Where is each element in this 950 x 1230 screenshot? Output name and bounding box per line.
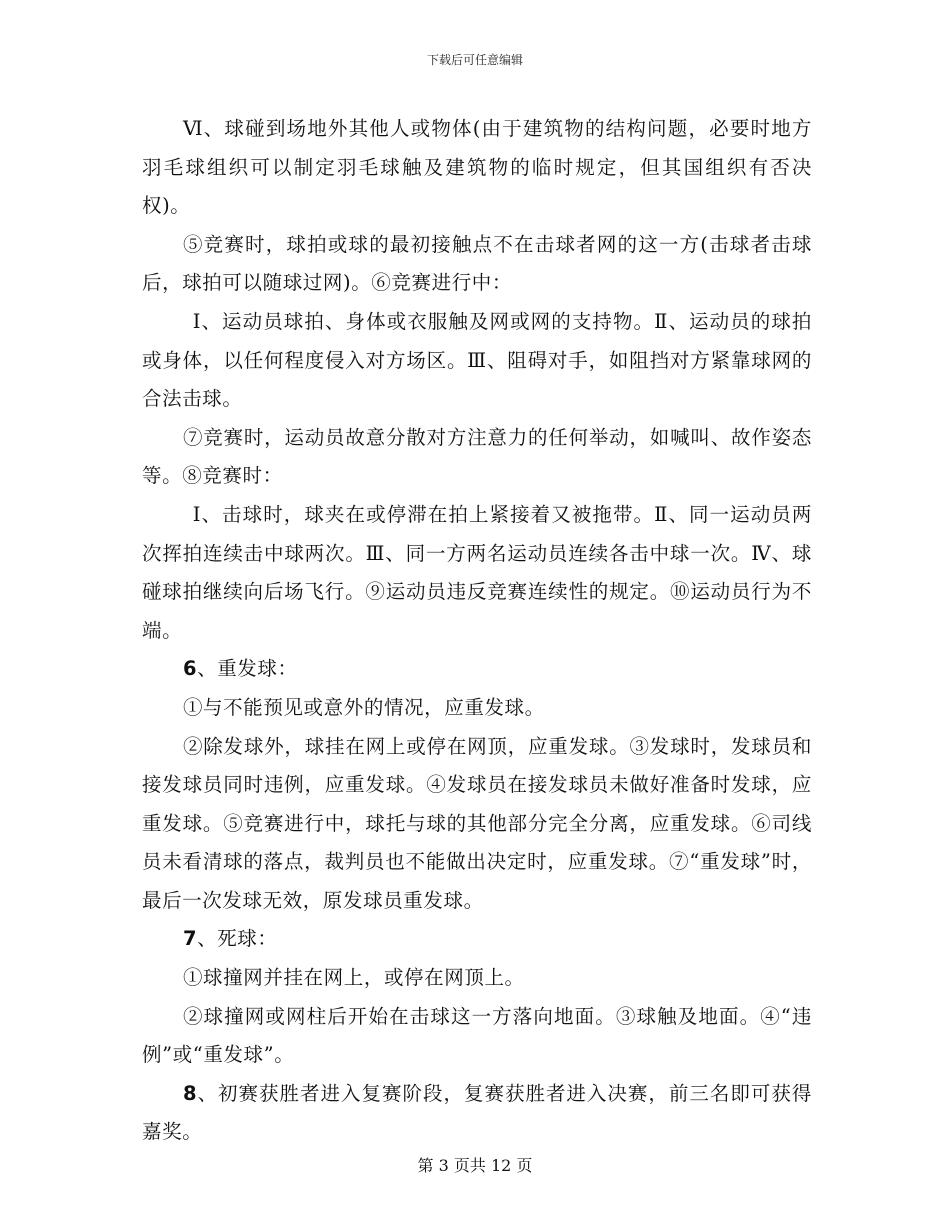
paragraph-let-2-7: ②除发球外，球挂在网上或停在网顶，应重发球。③发球时，发球员和接发球员同时违例，应重发球。④发球员在接发球员未做好准备时发球，应重发球。⑤竞赛进行中，球托与球的其他部分完全分离，应重发球。⑥司线员未看清球的落点，裁判员也不能做出决定时，应重发球。⑦“重发球”时，最后一次发球无效，原发球员重发球。 — [142, 734, 812, 912]
section-title: 、死球： — [197, 927, 278, 951]
section-number: 6 — [182, 657, 198, 681]
paragraph-rule-8-sub: Ⅰ、击球时，球夹在或停滞在拍上紧接着又被拖带。Ⅱ、同一运动员两次挥拍连续击中球两次。Ⅲ、同一方两名运动员连续各击中球一次。Ⅳ、球碰球拍继续向后场飞行。⑨运动员违反竞赛连续性的规定。⑩运动员行为不端。 — [142, 502, 812, 642]
paragraph-let-1: ①与不能预见或意外的情况，应重发球。 — [182, 695, 545, 719]
section-text: 、初赛获胜者进入复赛阶段，复赛获胜者进入决赛，前三名即可获得嘉奖。 — [142, 1081, 812, 1144]
paragraph-dead-ball-2-4: ②球撞网或网柱后开始在击球这一方落向地面。③球触及地面。④“违例”或“重发球”。 — [142, 1004, 812, 1067]
paragraph-rule-6-sub: Ⅰ、运动员球拍、身体或衣服触及网或网的支持物。Ⅱ、运动员的球拍或身体，以任何程度侵入对方场区。Ⅲ、阻碍对手，如阻挡对方紧靠球网的合法击球。 — [142, 309, 812, 411]
section-heading-dead-ball — [142, 920, 812, 959]
page-footer-number: 第 3 页共 12 页 — [417, 1156, 533, 1175]
paragraph-rule-5-6: ⑤竞赛时，球拍或球的最初接触点不在击球者网的这一方(击球者击球后，球拍可以随球过网)。⑥竞赛进行中： — [142, 232, 812, 295]
document-body — [142, 110, 812, 1152]
section-heading-let — [142, 650, 812, 689]
page-header-note: 下载后可任意编辑 — [426, 53, 523, 67]
section-number: 8 — [182, 1081, 198, 1105]
paragraph-rule-7-8: ⑦竞赛时，运动员故意分散对方注意力的任何举动，如喊叫、故作姿态等。⑧竞赛时： — [142, 425, 812, 488]
paragraph-dead-ball-1: ①球撞网并挂在网上，或停在网顶上。 — [182, 966, 525, 990]
section-title: 、重发球： — [197, 657, 298, 681]
section-awards — [142, 1075, 812, 1152]
paragraph-rule-vi: Ⅵ、球碰到场地外其他人或物体(由于建筑物的结构问题，必要时地方羽毛球组织可以制定羽毛球触及建筑物的临时规定，但其国组织有否决权)。 — [142, 117, 812, 218]
section-number: 7 — [182, 927, 198, 951]
